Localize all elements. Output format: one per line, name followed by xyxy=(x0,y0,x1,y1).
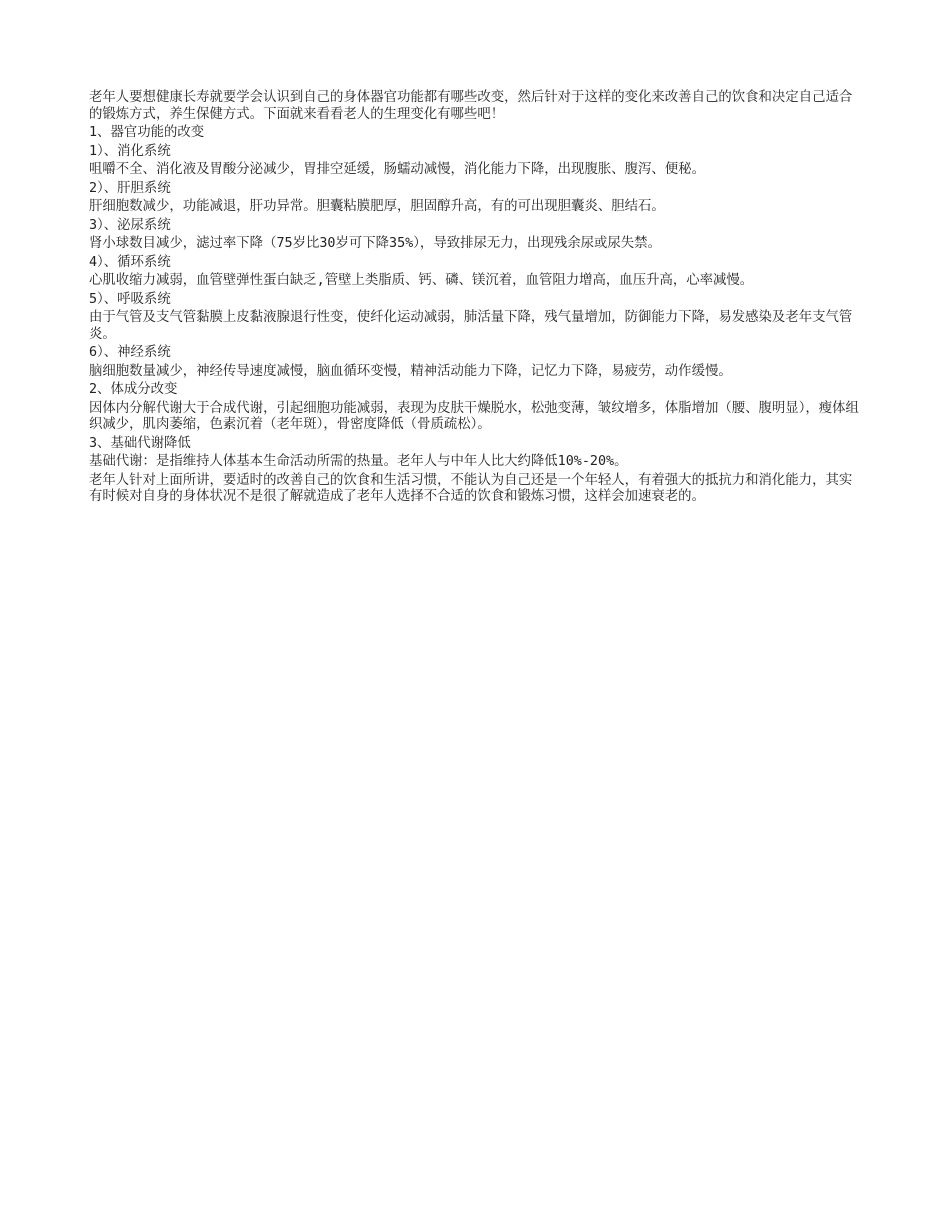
subheading-respiratory-system: 5）、呼吸系统 xyxy=(89,291,171,307)
paragraph-nervous-system: 脑细胞数量减少，神经传导速度减慢，脑血循环变慢，精神活动能力下降，记忆力下降，易疲劳，动作缓慢。 xyxy=(89,363,732,379)
paragraph-basal-metabolism: 基础代谢：是指维持人体基本生命活动所需的热量。老年人与中年人比大约降低10%-20%。 xyxy=(89,454,628,469)
subheading-digestive-system: 1）、消化系统 xyxy=(89,143,171,159)
paragraph-circulatory-system: 心肌收缩力减弱，血管壁弹性蛋白缺乏,管壁上类脂质、钙、磷、镁沉着，血管阻力增高，血压升高，心率减慢。 xyxy=(89,273,754,288)
subheading-urinary-system: 3）、泌尿系统 xyxy=(89,217,171,233)
section-heading-organ-function: 1、器官功能的改变 xyxy=(89,125,205,140)
conclusion-paragraph: 老年人针对上面所讲，要适时的改善自己的饮食和生活习惯，不能认为自己还是一个年轻人，有着强大的抵抗力和消化能力，其实有时候对自身的身体状况不是很了解就造成了老年人选择不合适的饮食和锻炼习惯，这样会加速衰老的。 xyxy=(89,472,853,504)
subheading-hepatobiliary-system: 2）、肝胆系统 xyxy=(89,180,171,196)
subheading-nervous-system: 6）、神经系统 xyxy=(89,345,171,360)
paragraph-digestive-system: 咀嚼不全、消化液及胃酸分泌减少，胃排空延缓，肠蠕动减慢，消化能力下降，出现腹胀、腹泻、便秘。 xyxy=(89,162,705,177)
paragraph-urinary-system: 肾小球数目减少，滤过率下降（75岁比30岁可下降35%），导致排尿无力，出现残余尿或尿失禁。 xyxy=(89,236,661,251)
subheading-circulatory-system: 4）、循环系统 xyxy=(89,254,171,270)
paragraph-hepatobiliary-system: 肝细胞数减少，功能减退，肝功异常。胆囊粘膜肥厚，胆固醇升高，有的可出现胆囊炎、胆结石。 xyxy=(89,199,665,214)
section-heading-basal-metabolism: 3、基础代谢降低 xyxy=(89,435,191,451)
intro-paragraph: 老年人要想健康长寿就要学会认识到自己的身体器官功能都有哪些改变，然后针对于这样的变化来改善自己的饮食和决定自己适合的锻炼方式，养生保健方式。下面就来看看老人的生理变化有哪些吧！ xyxy=(89,90,853,122)
paragraph-respiratory-system: 由于气管及支气管黏膜上皮黏液腺退行性变，使纤化运动减弱，肺活量下降，残气量增加，防御能力下降，易发感染及老年支气管炎。 xyxy=(89,310,853,342)
document-body xyxy=(89,90,861,508)
paragraph-body-composition: 因体内分解代谢大于合成代谢，引起细胞功能减弱，表现为皮肤干燥脱水，松弛变薄，皱纹增多，体脂增加（腰、腹明显），瘦体组织减少，肌肉萎缩，色素沉着（老年斑），骨密度降低（骨质疏松）。 xyxy=(89,400,859,432)
section-heading-body-composition: 2、体成分改变 xyxy=(89,382,178,397)
